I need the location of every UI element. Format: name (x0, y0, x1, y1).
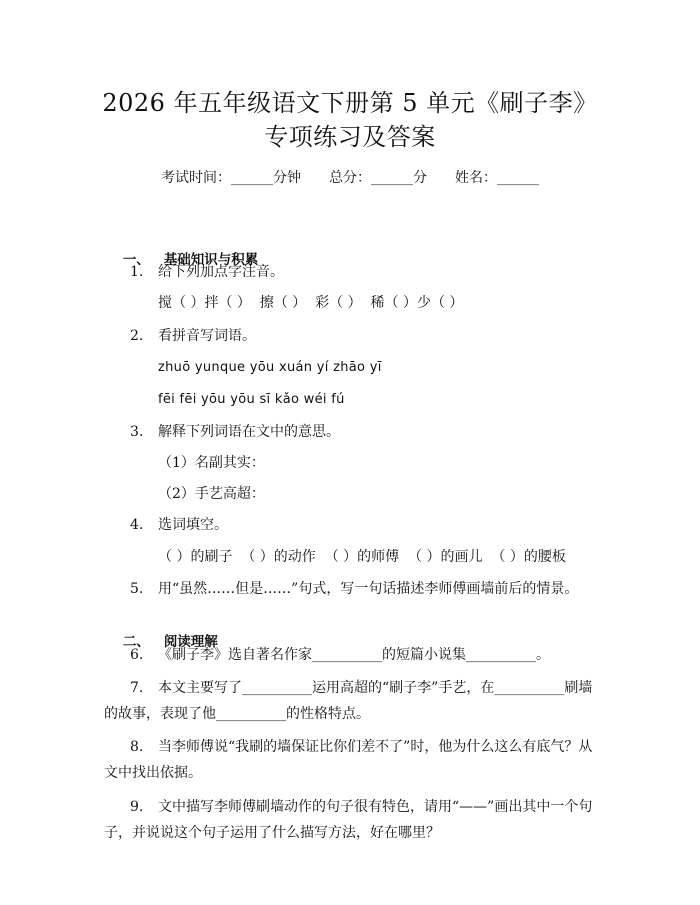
question-number: 7. (130, 680, 144, 696)
question-text: 当李师傅说“我刷的墙保证比你们差不了”时，他为什么这么有底气？从 (158, 739, 593, 755)
exam-meta (0, 167, 700, 187)
pinyin-line: fēi fēi yōu yōu sī kǎo wéi fú (158, 392, 345, 407)
question-number: 9. (130, 799, 144, 815)
section-title: 基础知识与积累 (163, 252, 259, 268)
page-title-line-1: 2026 年五年级语文下册第 5 单元《刷子李》 (102, 89, 598, 117)
question-number: 5. (130, 581, 144, 597)
name-field: 姓名：______ (455, 170, 539, 186)
question-content: （1）名副其实： (158, 455, 265, 471)
question-text: 《刷子李》选自著名作家__________的短篇小说集__________。 (158, 647, 550, 663)
question-number: 6. (130, 647, 144, 663)
question-text: 看拼音写词语。 (158, 328, 256, 344)
question-text-continued: 文中找出依据。 (104, 765, 202, 781)
question-text: 用“虽然……但是……”句式，写一句话描述李师傅画墙前后的情景。 (158, 581, 579, 597)
question-number: 2. (130, 328, 144, 344)
pinyin-line: zhuō yunque yōu xuán yí zhāo yī (158, 360, 382, 375)
question-text-continued: 子，并说说这个句子运用了什么描写方法，好在哪里？ (104, 825, 440, 841)
question-number: 1. (130, 264, 144, 280)
section-title: 阅读理解 (163, 634, 218, 650)
question-text: 选词填空。 (158, 517, 228, 533)
question-text-continued: 的故事，表现了他__________的性格特点。 (104, 706, 370, 722)
question-content: （2）手艺高超： (158, 486, 265, 502)
section-number: 一、 (122, 252, 150, 268)
question-text: 解释下列词语在文中的意思。 (158, 424, 340, 440)
question-text: 文中描写李师傅刷墙动作的句子很有特色，请用“——”画出其中一个句 (158, 799, 593, 815)
question-number: 4. (130, 517, 144, 533)
question-number: 3. (130, 424, 144, 440)
question-text: 本文主要写了__________运用高超的“刷子李”手艺，在__________刷墙 (158, 680, 593, 696)
question-content: 搅（ ）拌（ ） 擦（ ） 彩（ ） 稀（ ）少（ ） (158, 295, 464, 311)
page-title-line-2: 专项练习及答案 (264, 123, 436, 151)
question-content: （ ）的刷子 （ ）的动作 （ ）的师傅 （ ）的画儿 （ ）的腰板 (158, 549, 566, 565)
total-score-field: 总分：______分 (329, 170, 427, 186)
section-number: 二、 (122, 634, 150, 650)
question-text: 给下列加点字注音。 (158, 264, 284, 280)
exam-time-field: 考试时间：______分钟 (161, 170, 301, 186)
question-number: 8. (130, 739, 144, 755)
